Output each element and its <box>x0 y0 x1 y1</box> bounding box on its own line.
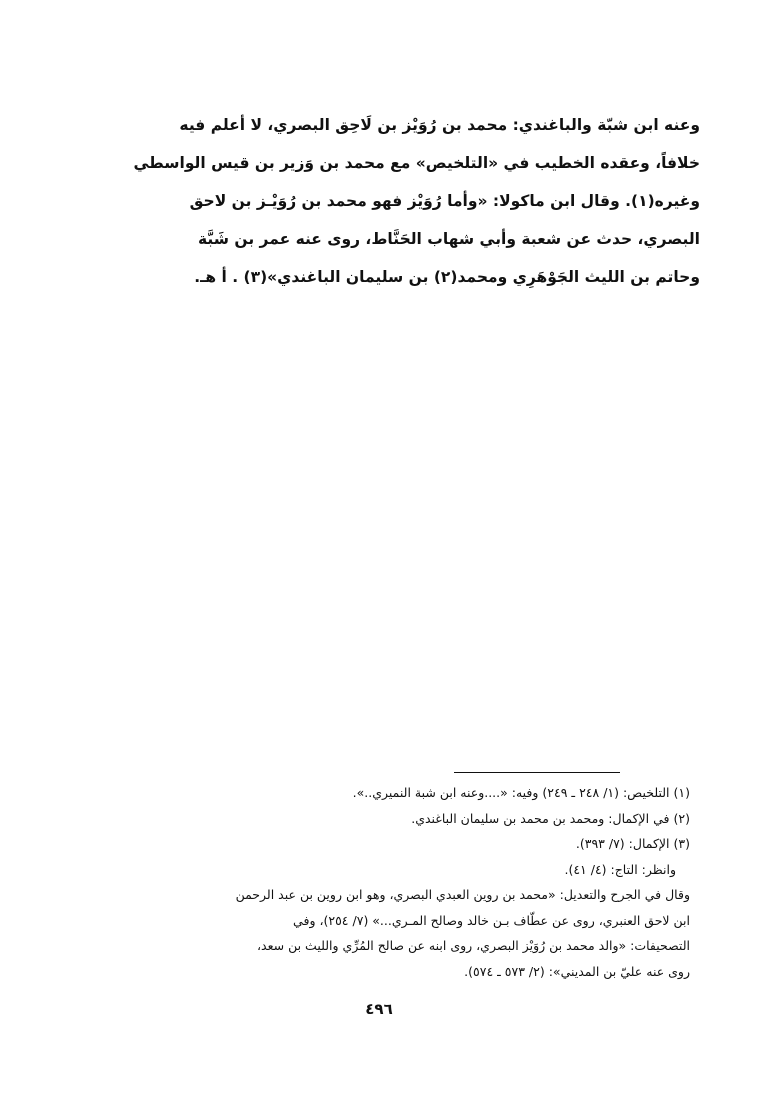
main-text-line: وغيره(١). وقال ابن ماكولا: «وأما رُوَيْز فهو محمد بن رُوَيْـز بن لاحق <box>189 192 700 210</box>
footnote-3-continuation: وانظر: التاج: (٤/ ٤١). <box>564 861 676 877</box>
footnote-3-continuation: وقال في الجرح والتعديل: «محمد بن روين العبدي البصري، وهو ابن روين بن عبد الرحمن <box>235 887 690 902</box>
main-text-line: وعنه ابن شبّة والباغندي: محمد بن رُوَيْز بن لَاحِق البصري، لا أعلم فيه <box>179 116 700 134</box>
main-text-line: البصري، حدث عن شعبة وأبي شهاب الحَنَّاط، روى عنه عمر بن شَبَّة <box>198 230 700 248</box>
footnote-3-continuation: ابن لاحق العنبري، روى عن عطّاف بـن خالد وصالح المـري...» (٧/ ٢٥٤)، وفي <box>293 912 690 928</box>
footnote-1: (١) التلخيص: (١/ ٢٤٨ ـ ٢٤٩) وفيه: «....وعنه ابن شبة النميري..». <box>352 785 690 800</box>
footnote-3-continuation: التصحيفات: «والد محمد بن رُوَيْز البصري، روى ابنه عن صالح المُرِّي والليث بن سعد، <box>257 938 690 953</box>
footnote-separator <box>454 772 620 773</box>
footnote-2: (٢) في الإكمال: ومحمد بن محمد بن سليمان الباغندي. <box>411 810 690 826</box>
main-text-line: وحاتم بن الليث الجَوْهَرِي ومحمد(٢) بن سليمان الباغندي»(٣) . أ هـ. <box>194 268 700 286</box>
page-number: ٤٩٦ <box>365 1000 393 1018</box>
footnotes-block <box>60 780 690 984</box>
main-text-line: خلافاً، وعقده الخطيب في «التلخيص» مع محمد بن وَزير بن قيس الواسطي <box>133 154 700 172</box>
main-text-block <box>60 106 700 296</box>
footnote-3: (٣) الإكمال: (٧/ ٣٩٣). <box>575 836 690 851</box>
footnote-3-continuation: روى عنه عليّ بن المديني»: (٢/ ٥٧٣ ـ ٥٧٤). <box>464 963 690 979</box>
